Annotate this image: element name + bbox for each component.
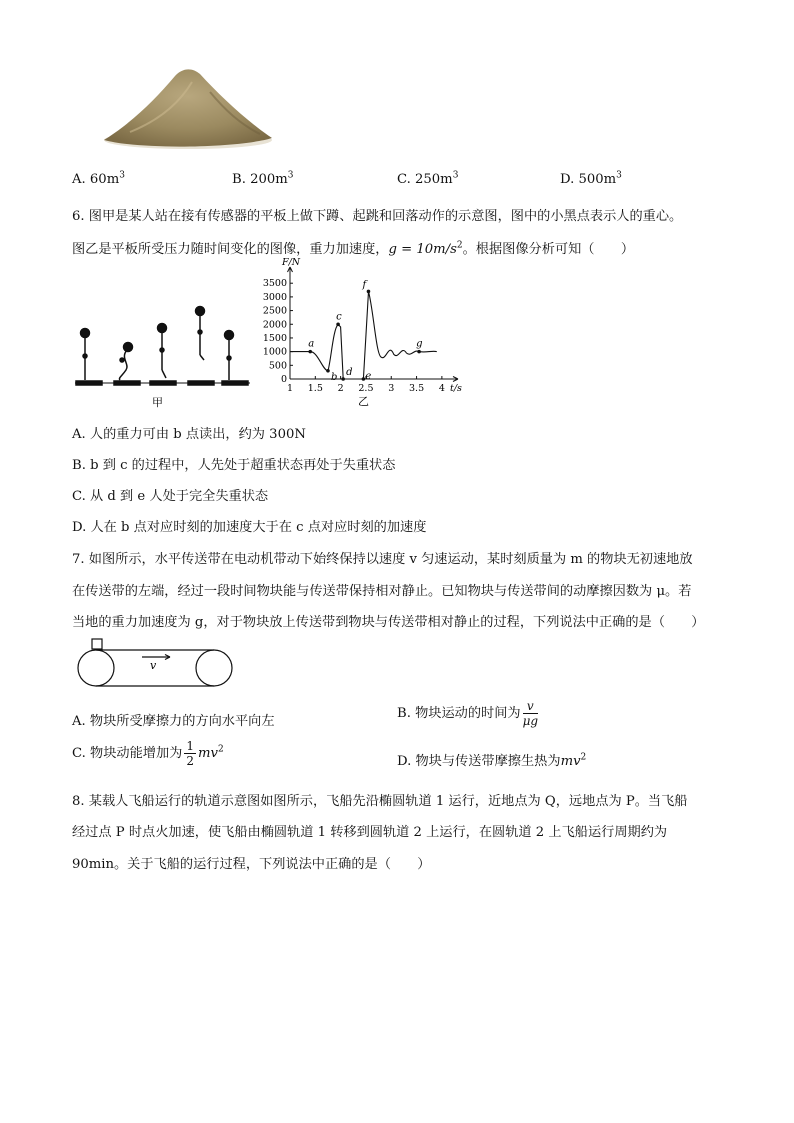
point-label-g: g [416,338,423,350]
figure-jia [70,300,255,410]
point-g [417,350,421,354]
q5-option-c: C. $250m^3$ [397,170,459,187]
q7-option-b: B. 物块运动的时间为 $\frac{v}{\mu g}$ [397,699,539,728]
force-curve [290,291,437,379]
y-tick-label: 3500 [262,278,287,290]
x-tick-label: 1.5 [307,383,323,394]
q6-option-d: D. 人在 b 点对应时刻的加速度大于在 c 点对应时刻的加速度 [72,520,427,535]
y-tick-label: 0 [280,374,287,385]
x-tick-label: 2.5 [358,383,374,394]
q8-stem-line2: 经过点 P 时点火加速，使飞船由椭圆轨道 1 转移到圆轨道 2 上运行，在圆轨道 2 上飞船运行周期约为 [72,825,668,840]
force-time-chart [252,257,467,410]
belt-velocity-label: v [150,659,157,672]
x-axis-label: t/s [450,383,462,394]
x-tick-label: 2 [337,383,344,394]
q7-option-c: C. 物块动能增加为 $\frac{1}{2}$ $mv^2$ [72,739,224,768]
x-tick-label: 1 [286,383,294,394]
x-tick-label: 3.5 [409,383,425,394]
fig-yi-label: 乙 [358,395,369,408]
x-tick-label: 4 [438,383,445,394]
point-label-a: a [308,338,315,350]
y-tick-label: 2000 [262,319,287,331]
point-f [367,290,371,294]
point-b [326,369,330,373]
y-axis-label: F/N [282,257,301,268]
point-label-c: c [336,311,342,323]
q7-stem-line3: 当地的重力加速度为 g，对于物块放上传送带到物块与传送带相对静止的过程，下列说法中正确的是（ ） [72,615,705,630]
q6-stem-line2: 图乙是平板所受压力随时间变化的图像，重力加速度，$g = 10m/s^2$。根据图像分析可知（ ） [72,240,635,257]
q5-option-b: B. $200m^3$ [232,170,294,187]
q6-option-c: C. 从 d 到 e 人处于完全失重状态 [72,489,269,504]
y-tick-label: 500 [268,360,287,372]
q7-stem-line1: 7. 如图所示，水平传送带在电动机带动下始终保持以速度 v 匀速运动，某时刻质量为 m 的物块无初速地放 [72,552,693,567]
q8-stem-line3: 90min。关于飞船的运行过程，下列说法中正确的是（ ） [72,857,431,872]
point-label-b: b [330,371,338,383]
point-label-d: d [346,367,353,378]
q7-option-a: A. 物块所受摩擦力的方向水平向左 [72,714,275,729]
x-tick-label: 3 [388,383,395,394]
q7-option-d: D. 物块与传送带摩擦生热为$mv^2$ [397,752,587,769]
conveyor-belt-figure [74,635,236,691]
y-tick-label: 1000 [262,346,287,358]
q6-option-b: B. b 到 c 的过程中，人先处于超重状态再处于失重状态 [72,458,396,473]
q8-stem-line1: 8. 某载人飞船运行的轨道示意图如图所示，飞船先沿椭圆轨道 1 运行，近地点为 Q，远地点为 P。当飞船 [72,794,688,809]
point-d [341,377,345,381]
q6-stem-line1: 6. 图甲是某人站在接有传感器的平板上做下蹲、起跳和回落动作的示意图，图中的小黑点表示人的重心。 [72,209,683,224]
q6-option-a: A. 人的重力可由 b 点读出，约为 300N [72,427,306,442]
y-tick-label: 3000 [262,291,287,303]
point-c [336,322,340,326]
q5-option-d: D. $500m^3$ [560,170,622,187]
y-tick-label: 1500 [262,332,287,344]
block [92,639,102,649]
q5-option-a: A. $60m^3$ [72,170,125,187]
point-label-f: f [362,279,367,291]
fig-jia-label: 甲 [152,396,163,409]
point-a [308,350,312,354]
sand-pile-image [100,62,275,152]
y-tick-label: 2500 [262,305,287,317]
point-label-e: e [365,371,372,382]
q7-stem-line2: 在传送带的左端，经过一段时间物块能与传送带保持相对静止。已知物块与传送带间的动摩擦因数为 μ。若 [72,584,692,599]
